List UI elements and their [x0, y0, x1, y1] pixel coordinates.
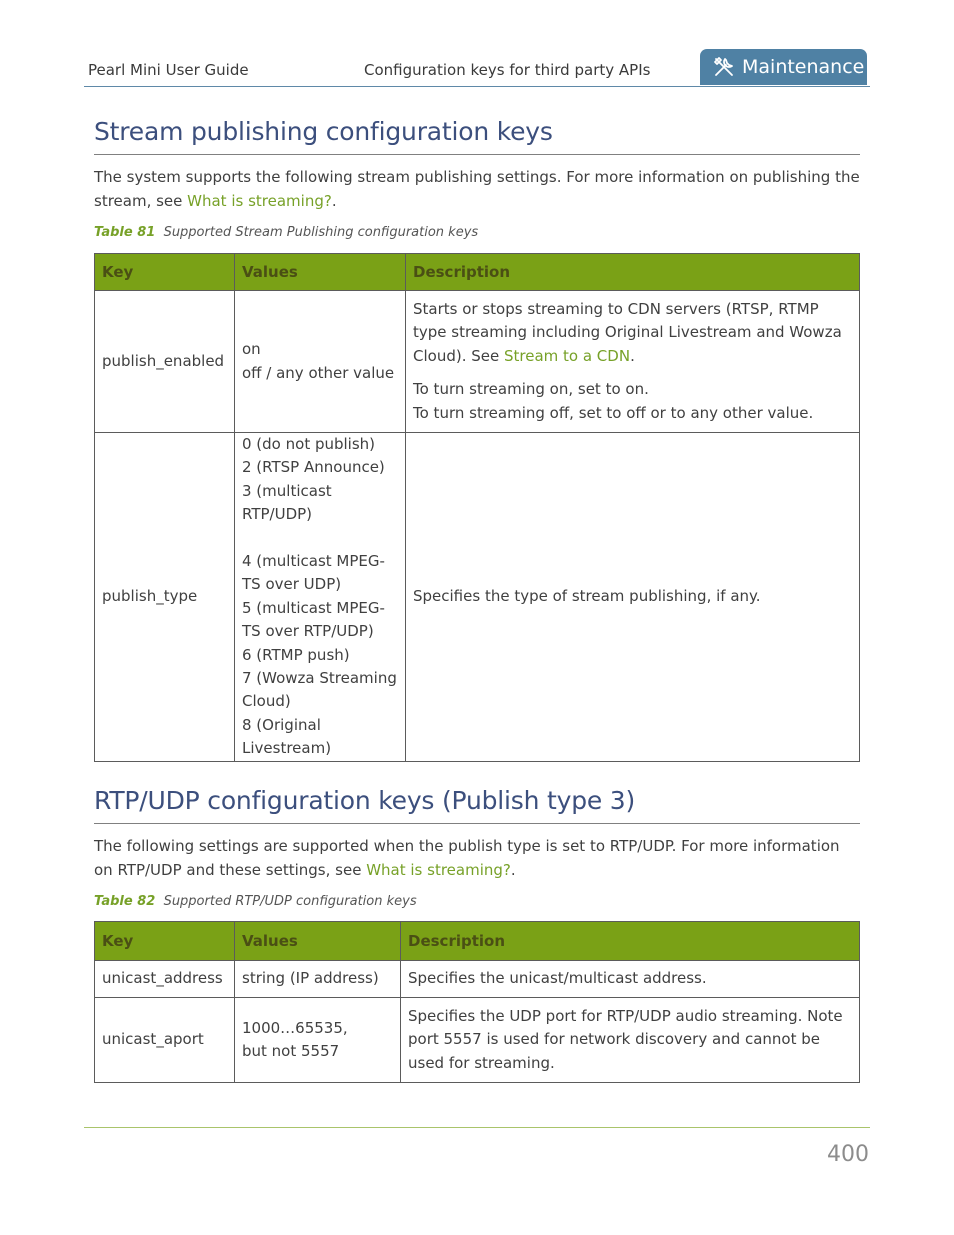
table-header-row [95, 922, 860, 961]
page-number: 400 [827, 1142, 869, 1167]
caption-text: Supported Stream Publishing configuration keys [163, 225, 479, 240]
values-cell [235, 433, 406, 762]
caption-number: Table 81 [94, 225, 156, 240]
description-paragraph [413, 298, 852, 368]
value-line: 0 (do not publish) [242, 435, 376, 453]
table-82 [94, 921, 860, 1083]
column-header: Values [235, 254, 406, 291]
column-header: Description [401, 922, 860, 961]
intro-text: The following settings are supported when the publish type is set to RTP/UDP. For more information on RTP/UDP and these settings, see [94, 837, 840, 879]
caption-number: Table 82 [94, 894, 156, 909]
column-header: Description [406, 254, 860, 291]
guide-title: Pearl Mini User Guide [88, 61, 249, 79]
description-line: To turn streaming on, set to on. [413, 380, 649, 399]
column-header: Values [235, 922, 401, 961]
table-81 [94, 253, 860, 762]
key-cell: unicast_aport [95, 998, 235, 1083]
tab-label: Maintenance [742, 56, 865, 78]
description-cell [406, 291, 860, 433]
description-end: . [630, 346, 635, 365]
description-text: Starts or stops streaming to CDN servers (RTSP, RTMP type streaming including Original Livestream and Wowza Cloud). See [413, 299, 842, 365]
intro-end: . [331, 191, 337, 210]
table-row [95, 998, 860, 1083]
section1-heading-rule [94, 154, 860, 155]
table81-caption [94, 225, 478, 240]
table-row [95, 291, 860, 433]
value-line: 4 (multicast MPEG-TS over UDP) [242, 552, 385, 594]
value-line: 8 (Original Livestream) [242, 715, 332, 758]
value-line: 5 (multicast MPEG-TS over RTP/UDP) [242, 598, 385, 641]
footer-rule [84, 1127, 870, 1128]
value-line: 3 (multicast RTP/UDP) [242, 481, 332, 524]
section1-heading: Stream publishing configuration keys [94, 117, 553, 146]
values-cell [235, 998, 401, 1083]
table-row [95, 433, 860, 762]
intro-text: The system supports the following stream publishing settings. For more information on publishing the stream, see [94, 168, 860, 210]
intro-end: . [510, 860, 516, 879]
key-cell: unicast_address [95, 961, 235, 998]
what-is-streaming-link[interactable]: What is streaming? [187, 191, 332, 210]
description-cell: Specifies the unicast/multicast address. [401, 961, 860, 998]
key-cell: publish_enabled [95, 291, 235, 433]
table-header-row [95, 254, 860, 291]
value-line: 6 (RTMP push) [242, 645, 350, 664]
value-line: on [242, 340, 261, 359]
values-cell [235, 291, 406, 433]
column-header: Key [95, 922, 235, 961]
maintenance-tab [700, 49, 867, 85]
description-cell: Specifies the UDP port for RTP/UDP audio streaming. Note port 5557 is used for network discovery and cannot be used for streaming. [401, 998, 860, 1083]
value-line: 7 (Wowza Streaming Cloud) [242, 669, 397, 711]
stream-to-cdn-link[interactable]: Stream to a CDN [503, 346, 631, 365]
value-line: 2 (RTSP Announce) [242, 458, 385, 477]
value-spacer [242, 527, 398, 550]
column-header: Key [95, 254, 235, 291]
section2-intro [94, 835, 860, 882]
value-line: but not 5557 [242, 1042, 340, 1060]
table82-caption [94, 894, 417, 909]
what-is-streaming-link[interactable]: What is streaming? [366, 860, 511, 879]
tools-icon [712, 55, 736, 79]
description-cell: Specifies the type of stream publishing, if any. [406, 433, 860, 762]
section2-heading-rule [94, 823, 860, 824]
header-rule [84, 86, 870, 87]
value-line: off / any other value [242, 363, 395, 382]
values-cell: string (IP address) [235, 961, 401, 998]
table-row [95, 961, 860, 998]
key-cell: publish_type [95, 433, 235, 762]
section1-intro [94, 166, 860, 213]
section-title: Configuration keys for third party APIs [364, 61, 651, 79]
description-paragraph [413, 378, 852, 425]
value-line: 1000…65535, [242, 1018, 348, 1037]
description-line: To turn streaming off, set to off or to any other value. [413, 403, 814, 422]
section2-heading: RTP/UDP configuration keys (Publish type 3) [94, 786, 636, 815]
caption-text: Supported RTP/UDP configuration keys [163, 894, 417, 909]
